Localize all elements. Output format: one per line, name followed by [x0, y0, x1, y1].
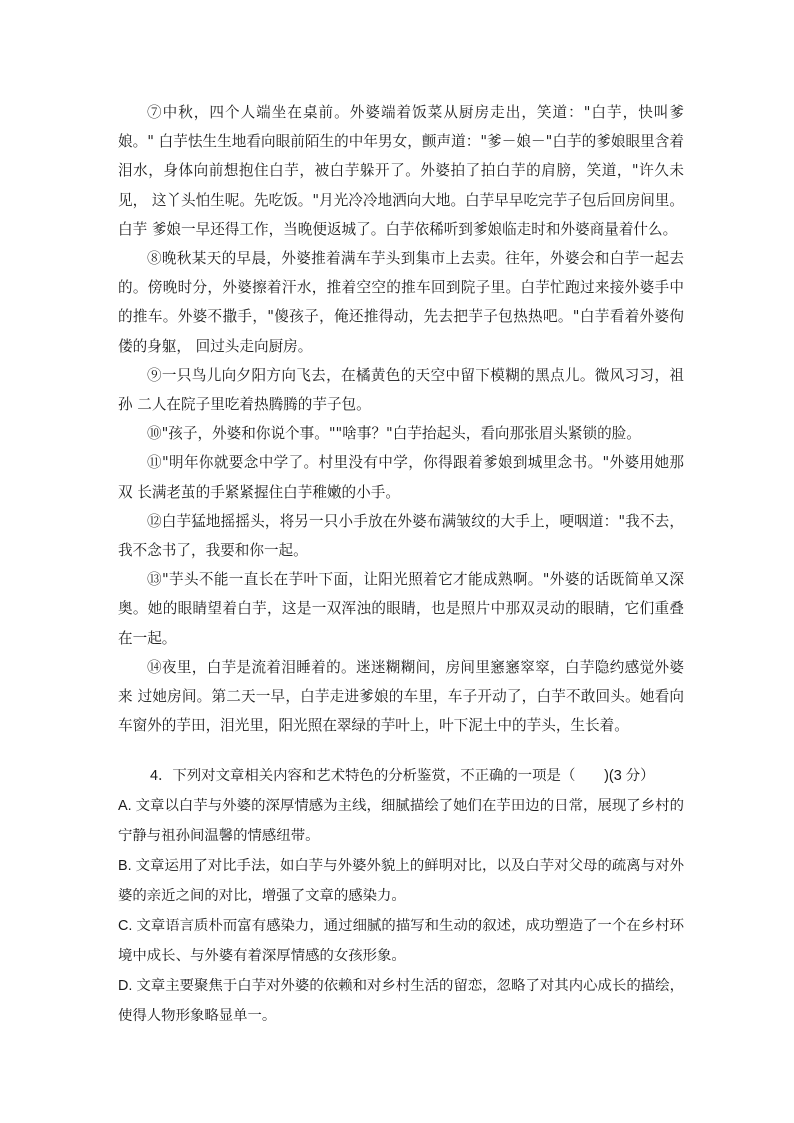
paragraph-12: ⑫白芋猛地摇摇头，将另一只小手放在外婆布满皱纹的大手上，哽咽道："我不去， 我不念书了，我要和你一起。	[118, 512, 684, 560]
paragraph-9: ⑨一只鸟儿向夕阳方向飞去，在橘黄色的天空中留下模糊的黑点儿。微风习习，祖孙 二人在院子里吃着热腾腾的芋子包。	[118, 366, 684, 414]
option-d: D. 文章主要聚焦于白芋对外婆的依赖和对乡村生活的留恋，忽略了对其内心成长的描绘，使得人物形象略显单一。	[118, 978, 684, 1024]
option-a: A. 文章以白芋与外婆的深厚情感为主线，细腻描绘了她们在芋田边的日常，展现了乡村的宁静与祖孙间温馨的情感纽带。	[118, 798, 684, 844]
question-block	[118, 761, 684, 1031]
paragraph-7: ⑦中秋，四个人端坐在桌前。外婆端着饭菜从厨房走出，笑道："白芋，快叫爹娘。" 白芋怯生生地看向眼前陌生的中年男女，颤声道："爹－娘－"白芋的爹娘眼里含着泪水，身体向前想抱住白芋，被白芋躲开了。外婆拍了拍白芋的肩膀，笑道，"许久未见， 这丫头怕生呢。先吃饭。"月光冷冷地洒向大地。白芋早早吃完芋子包后回房间里。白芋 爹娘一早还得工作，当晚便返城了。白芋依稀听到爹娘临走时和外婆商量着什么。	[118, 104, 684, 238]
paragraph-8: ⑧晚秋某天的早晨，外婆推着满车芋头到集市上去卖。往年，外婆会和白芋一起去的。傍晚时分，外婆擦着汗水，推着空空的推车回到院子里。白芋忙跑过来接外婆手中的推车。外婆不撒手，"傻孩子，俺还推得动，先去把芋子包热热吧。"白芋看着外婆佝偻的身躯， 回过头走向厨房。	[118, 250, 684, 355]
option-c: C. 文章语言质朴而富有感染力，通过细腻的描写和生动的叙述，成功塑造了一个在乡村环境中成长、与外婆有着深厚情感的女孩形象。	[118, 918, 684, 964]
paragraph-13: ⑬"芋头不能一直长在芋叶下面，让阳光照着它才能成熟啊。"外婆的话既简单又深奥。她的眼睛望着白芋，这是一双浑浊的眼睛，也是照片中那双灵动的眼睛，它们重叠在一起。	[118, 571, 684, 647]
question-stem: 4．下列对文章相关内容和艺术特色的分析鉴赏，不正确的一项是（ )(3 分）	[150, 768, 655, 784]
option-b: B. 文章运用了对比手法，如白芋与外婆外貌上的鲜明对比，以及白芋对父母的疏离与对外婆的亲近之间的对比，增强了文章的感染力。	[118, 858, 684, 904]
paragraph-14: ⑭夜里，白芋是流着泪睡着的。迷迷糊糊间，房间里窸窸窣窣，白芋隐约感觉外婆来 过她房间。第二天一早，白芋走进爹娘的车里，车子开动了，白芋不敢回头。她看向车窗外的芋田，泪光里，阳光照在翠绿的芋叶上，叶下泥土中的芋头，生长着。	[118, 658, 684, 735]
paragraph-11: ⑪"明年你就要念中学了。村里没有中学，你得跟着爹娘到城里念书。"外婆用她那双 长满老茧的手紧紧握住白芋稚嫩的小手。	[118, 454, 684, 501]
paragraph-10: ⑩"孩子，外婆和你说个事。""啥事？"白芋抬起头，看向那张眉头紧锁的脸。	[147, 425, 641, 443]
story-passage	[118, 98, 684, 740]
